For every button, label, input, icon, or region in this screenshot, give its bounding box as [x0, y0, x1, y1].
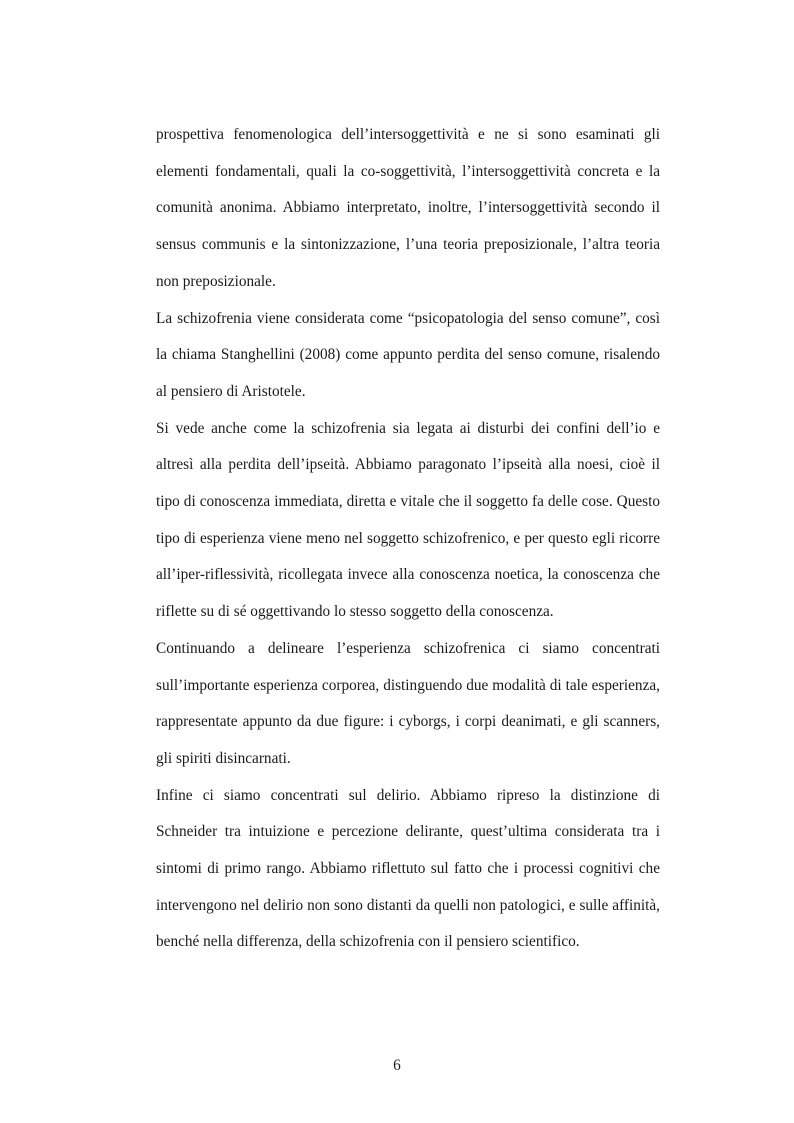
page-number: 6 — [393, 1057, 401, 1074]
paragraph-corporeal-experience: Continuando a delineare l’esperienza schizofrenica ci siamo concentrati sull’importante esperienza corporea, distinguendo due modalità di tale esperienza, rappresentate appunto da due figure: i cyborgs, i corpi deanimati, e gli scanners, gli spiriti disincarnati. — [156, 639, 660, 767]
paragraph-intersubjectivity: prospettiva fenomenologica dell’intersoggettività e ne si sono esaminati gli elementi fondamentali, quali la co-soggettività, l’intersoggettività concreta e la comunità anonima. Abbiamo interpretato, inoltre, l’intersoggettività secondo il sensus communis e la sintonizzazione, l’una teoria preposizionale, l’altra teoria non preposizionale. — [156, 126, 660, 290]
body-text — [156, 117, 660, 961]
paragraph-ipseity: Si vede anche come la schizofrenia sia legata ai disturbi dei confini dell’io e altresì alla perdita dell’ipseità. Abbiamo paragonato l’ipseità alla noesi, cioè il tipo di conoscenza immediata, diretta e vitale che il soggetto fa delle cose. Questo tipo di esperienza viene meno nel soggetto schizofrenico, e per questo egli ricorre all’iper-riflessività, ricollegata invece alla conoscenza noetica, la conoscenza che riflette su di sé oggettivando lo stesso soggetto della conoscenza. — [156, 419, 660, 621]
paragraph-common-sense: La schizofrenia viene considerata come “psicopatologia del senso comune”, così la chiama Stanghellini (2008) come appunto perdita del senso comune, risalendo al pensiero di Aristotele. — [156, 309, 660, 400]
paragraph-delusion: Infine ci siamo concentrati sul delirio. Abbiamo ripreso la distinzione di Schneider tra intuizione e percezione delirante, quest’ultima considerata tra i sintomi di primo rango. Abbiamo riflettuto sul fatto che i processi cognitivi che intervengono nel delirio non sono distanti da quelli non patologici, e sulle affinità, benché nella differenza, della schizofrenia con il pensiero scientifico. — [156, 786, 660, 951]
